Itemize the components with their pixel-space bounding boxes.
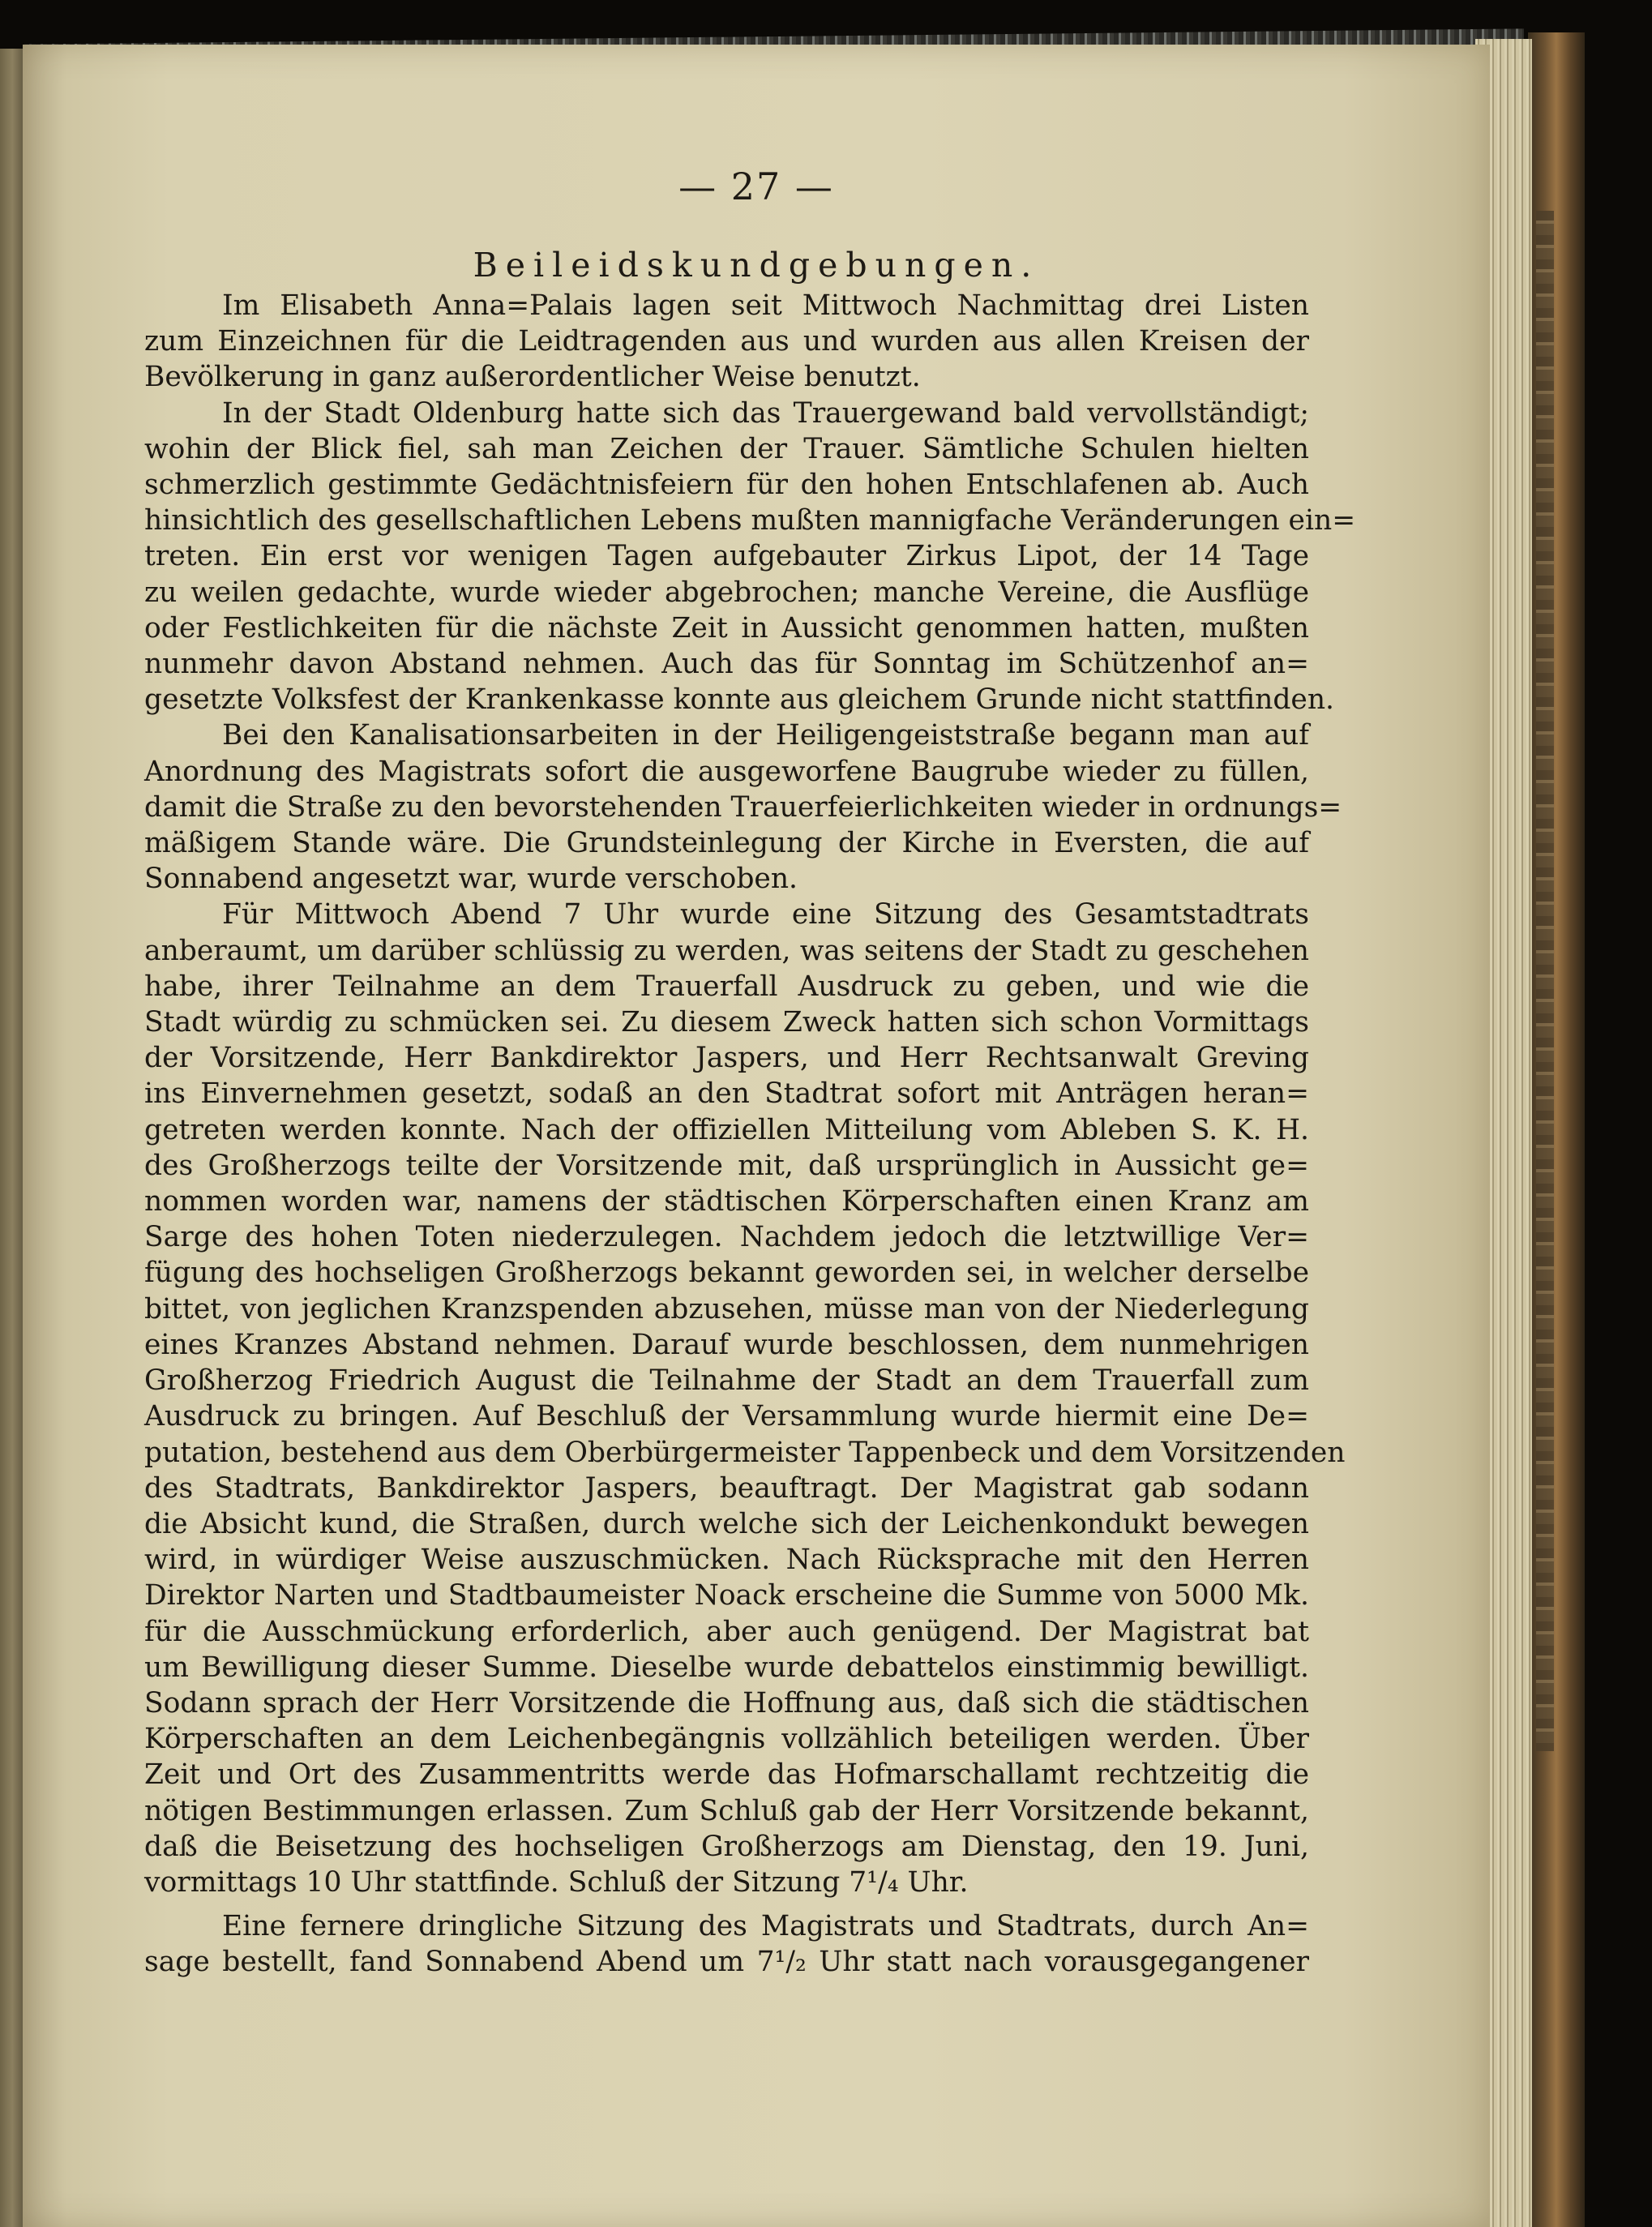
text-line: Ausdruck zu bringen. Auf Beschluß der Versammlung wurde hiermit eine De= (144, 1400, 1309, 1433)
paragraph (144, 717, 1342, 897)
text-line: bittet, von jeglichen Kranzspenden abzusehen, müsse man von der Niederlegung (144, 1292, 1309, 1325)
paragraph (144, 897, 1346, 1900)
text-line: die Absicht kund, die Straßen, durch welche sich der Leichenkondukt bewegen (144, 1507, 1309, 1540)
text-line: Anordnung des Magistrats sofort die ausgeworfene Baugrube wieder zu füllen, (144, 755, 1309, 788)
text-line: wird, in würdiger Weise auszuschmücken. Nach Rücksprache mit den Herren (144, 1544, 1309, 1577)
paragraph (144, 396, 1356, 718)
text-line: Zeit und Ort des Zusammentritts werde das Hofmarschallamt rechtzeitig die (144, 1758, 1309, 1792)
paragraph-gap (144, 1900, 1309, 1908)
text-line: Für Mittwoch Abend 7 Uhr wurde eine Sitzung des Gesamtstadtrats (222, 898, 1309, 931)
text-line: nommen worden war, namens der städtischen Körperschaften einen Kranz am (144, 1185, 1309, 1218)
text-line: treten. Ein erst vor wenigen Tagen aufgebauter Zirkus Lipot, der 14 Tage (144, 540, 1309, 573)
text-line: der Vorsitzende, Herr Bankdirektor Jaspers, und Herr Rechtsanwalt Greving (144, 1042, 1309, 1075)
text-line: Großherzog Friedrich August die Teilnahme der Stadt an dem Trauerfall zum (144, 1364, 1309, 1398)
text-line: nunmehr davon Abstand nehmen. Auch das für Sonntag im Schützenhof an= (144, 648, 1309, 681)
text-line: Im Elisabeth Anna=Palais lagen seit Mittwoch Nachmittag drei Listen (222, 289, 1309, 322)
text-line: damit die Straße zu den bevorstehenden Trauerfeierlichkeiten wieder in ordnungs= (144, 790, 1342, 824)
book-page (23, 45, 1490, 2227)
text-line: getreten werden konnte. Nach der offiziellen Mitteilung vom Ableben S. K. H. (144, 1113, 1309, 1146)
text-line: um Bewilligung dieser Summe. Dieselbe wurde debattelos einstimmig bewilligt. (144, 1651, 1309, 1684)
text-line: hinsichtlich des gesellschaftlichen Lebens mußten mannigfache Veränderungen ein= (144, 504, 1356, 537)
text-line: vormittags 10 Uhr stattfinde. Schluß der Sitzung 7¹/₄ Uhr. (144, 1865, 969, 1899)
paragraph (144, 1908, 1309, 1980)
text-line: schmerzlich gestimmte Gedächtnisfeiern für den hohen Entschlafenen ab. Auch (144, 469, 1309, 502)
text-line: des Großherzogs teilte der Vorsitzende mit, daß ursprünglich in Aussicht ge= (144, 1149, 1309, 1182)
page-number: — 27 — (678, 165, 834, 208)
text-line: oder Festlichkeiten für die nächste Zeit in Aussicht genommen hatten, mußten (144, 611, 1309, 645)
text-line: nötigen Bestimmungen erlassen. Zum Schluß gab der Herr Vorsitzende bekannt, (144, 1794, 1309, 1827)
text-line: Sarge des hohen Toten niederzulegen. Nachdem jedoch die letztwillige Ver= (144, 1221, 1309, 1254)
text-line: Stadt würdig zu schmücken sei. Zu diesem Zweck hatten sich schon Vormittags (144, 1006, 1309, 1039)
text-line: Bevölkerung in ganz außerordentlicher Weise benutzt. (144, 361, 921, 394)
text-line: In der Stadt Oldenburg hatte sich das Trauergewand bald vervollständigt; (222, 396, 1309, 430)
text-line: Direktor Narten und Stadtbaumeister Noack erscheine die Summe von 5000 Mk. (144, 1579, 1309, 1612)
text-line: Bei den Kanalisationsarbeiten in der Heiligengeiststraße begann man auf (222, 719, 1309, 752)
text-line: putation, bestehend aus dem Oberbürgermeister Tappenbeck und dem Vorsitzenden (144, 1436, 1346, 1469)
text-line: zu weilen gedachte, wurde wieder abgebrochen; manche Vereine, die Ausflüge (144, 576, 1309, 609)
text-line: fügung des hochseligen Großherzogs bekannt geworden sei, in welcher derselbe (144, 1257, 1309, 1290)
text-line: Eine fernere dringliche Sitzung des Magistrats und Stadtrats, durch An= (222, 1910, 1309, 1943)
text-line: ins Einvernehmen gesetzt, sodaß an den Stadtrat sofort mit Anträgen heran= (144, 1077, 1309, 1111)
text-line: zum Einzeichnen für die Leidtragenden aus und wurden aus allen Kreisen der (144, 325, 1309, 358)
spine-binding (1536, 211, 1554, 1751)
text-line: anberaumt, um darüber schlüssig zu werden, was seitens der Stadt zu geschehen (144, 934, 1309, 967)
text-line: Körperschaften an dem Leichenbegängnis vollzählich beteiligen werden. Über (144, 1723, 1309, 1756)
text-line: daß die Beisetzung des hochseligen Großherzogs am Dienstag, den 19. Juni, (144, 1830, 1309, 1863)
body-text (144, 288, 1356, 1981)
text-line: gesetzte Volksfest der Krankenkasse konnte aus gleichem Grunde nicht stattfinden. (144, 683, 1335, 717)
text-line: habe, ihrer Teilnahme an dem Trauerfall Ausdruck zu geben, und wie die (144, 970, 1309, 1003)
text-line: Sodann sprach der Herr Vorsitzende die Hoffnung aus, daß sich die städtischen (144, 1686, 1309, 1720)
text-line: mäßigem Stande wäre. Die Grundsteinlegung der Kirche in Eversten, die auf (144, 827, 1309, 860)
text-line: des Stadtrats, Bankdirektor Jaspers, beauftragt. Der Magistrat gab sodann (144, 1471, 1309, 1505)
paragraph (144, 288, 1309, 396)
text-line: wohin der Blick fiel, sah man Zeichen der Trauer. Sämtliche Schulen hielten (144, 432, 1309, 465)
text-line: für die Ausschmückung erforderlich, aber auch genügend. Der Magistrat bat (144, 1615, 1309, 1648)
text-line: Sonnabend angesetzt war, wurde verschoben. (144, 863, 798, 896)
section-heading: Beileidskundgebungen. (473, 246, 1040, 285)
text-line: eines Kranzes Abstand nehmen. Darauf wurde beschlossen, dem nunmehrigen (144, 1328, 1309, 1361)
text-line: sage bestellt, fand Sonnabend Abend um 7¹/₂ Uhr statt nach vorausgegangener (144, 1946, 1309, 1979)
